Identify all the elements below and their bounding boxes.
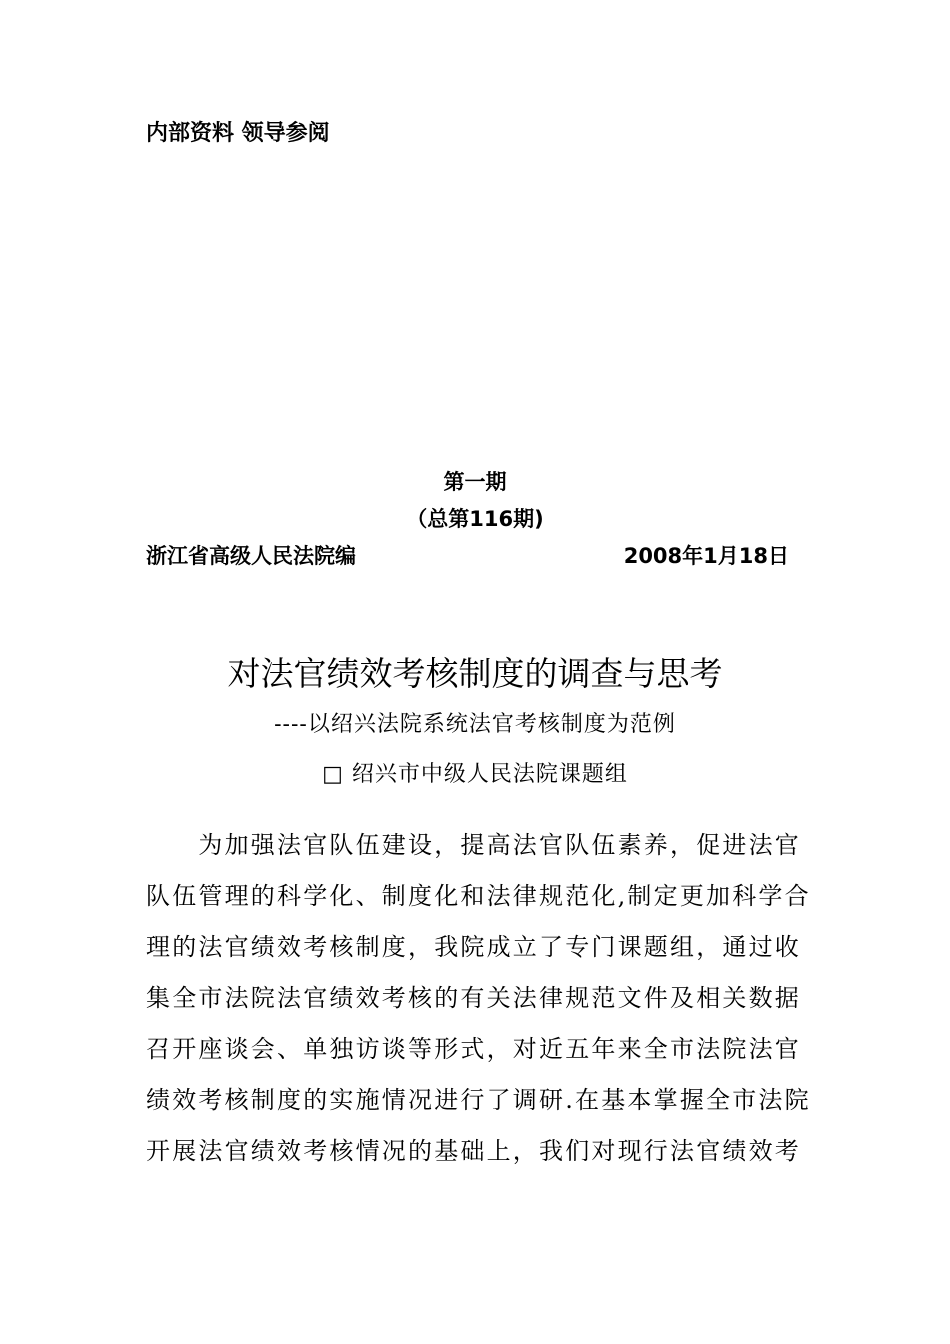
article-subtitle: ----以绍兴法院系统法官考核制度为范例 <box>274 712 676 737</box>
body-line: 为加强法官队伍建设，提高法官队伍素养，促进法官 <box>146 831 801 859</box>
body-line: 绩效考核制度的实施情况进行了调研.在基本掌握全市法院 <box>146 1086 811 1114</box>
issue-total: （总第116期) <box>406 507 544 531</box>
body-line: 理的法官绩效考核制度，我院成立了专门课题组，通过收 <box>146 933 801 961</box>
issue-date: 2008年1月18日 <box>623 544 789 568</box>
internal-note: 内部资料 领导参阅 <box>146 121 330 146</box>
body-line: 开展法官绩效考核情况的基础上，我们对现行法官绩效考 <box>146 1137 801 1165</box>
editor: 浙江省高级人民法院编 <box>146 544 356 568</box>
article-body <box>146 826 811 1183</box>
body-line: 队伍管理的科学化、制度化和法律规范化,制定更加科学合 <box>146 882 811 910</box>
body-line: 召开座谈会、单独访谈等形式，对近五年来全市法院法官 <box>146 1035 801 1063</box>
article-title: 对法官绩效考核制度的调查与思考 <box>227 654 723 693</box>
body-line: 集全市法院法官绩效考核的有关法律规范文件及相关数据 <box>146 984 801 1012</box>
article-author: □ 绍兴市中级人民法院课题组 <box>322 762 628 787</box>
issue-number: 第一期 <box>443 470 507 494</box>
